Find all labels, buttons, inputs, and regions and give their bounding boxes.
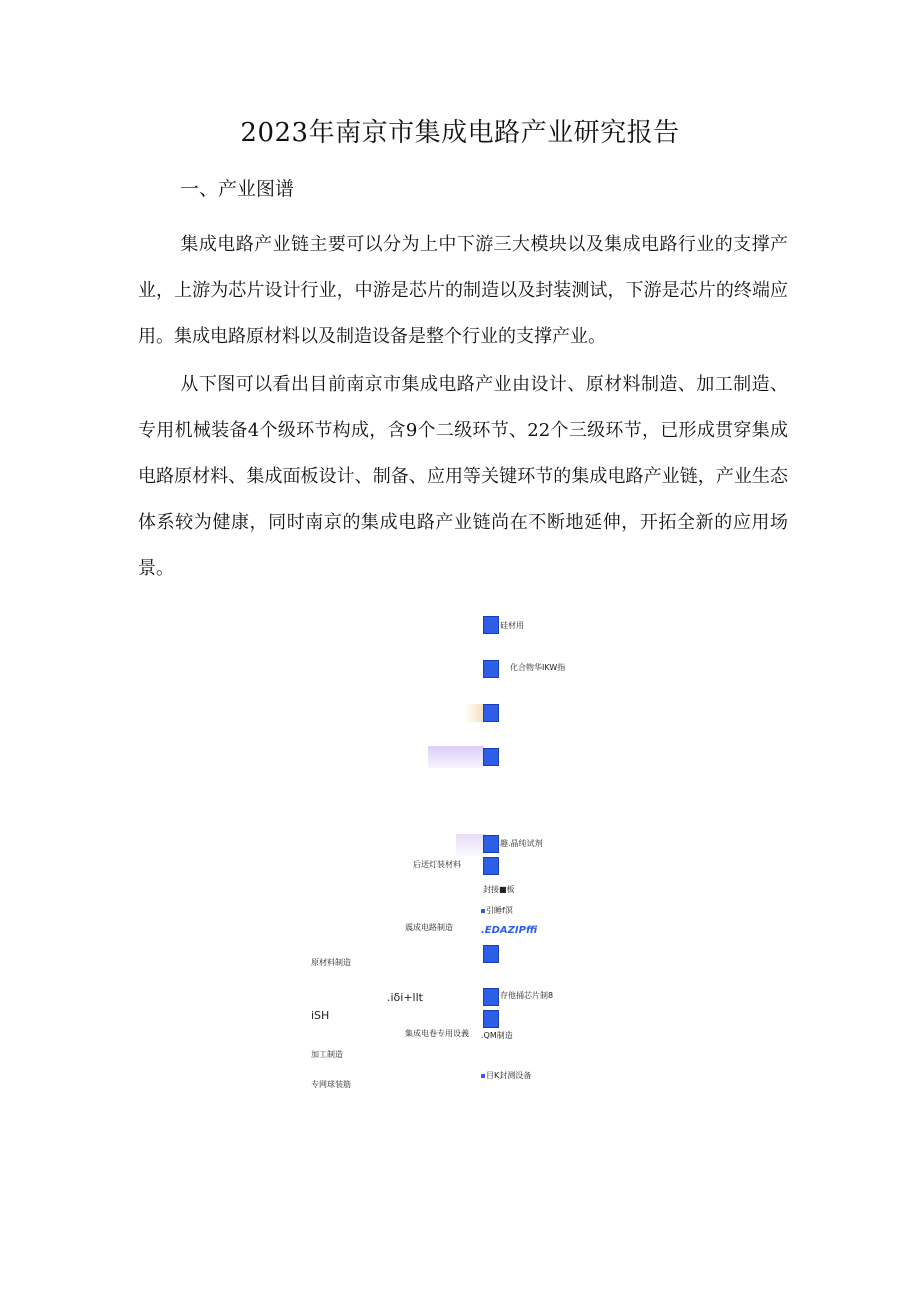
- label-memory-num: 8: [548, 991, 554, 1000]
- label-ish: iSH: [311, 1009, 330, 1022]
- label-compound-prefix: 化合物华: [510, 663, 542, 672]
- label-compound: [510, 662, 565, 673]
- node-square-9: [483, 1010, 499, 1028]
- faded-shape-purple-2: [456, 834, 486, 856]
- label-leadframe: [481, 905, 513, 916]
- label-raw-material: 原材料制造: [311, 958, 351, 967]
- label-processing: 加工制造: [311, 1050, 343, 1059]
- node-square-4: [483, 748, 499, 766]
- label-crystal: 趣.晶纯试剂: [500, 839, 543, 848]
- label-memory: [500, 990, 553, 1001]
- label-silicon: 硅材用: [500, 621, 524, 630]
- label-qm: [481, 1030, 513, 1041]
- label-ic-manufacturing: 震成电路制造: [405, 923, 453, 932]
- node-square-silicon: [483, 616, 499, 634]
- faded-shape-purple: [428, 746, 484, 768]
- faded-shape-orange: [464, 704, 484, 722]
- document-title: 2023年南京市集成电路产业研究报告: [240, 118, 680, 148]
- label-test-equipment: [481, 1070, 531, 1081]
- label-test-suffix: 封测设备: [499, 1071, 532, 1080]
- node-square-6: [483, 857, 499, 875]
- bullet-icon: [481, 1074, 485, 1078]
- label-qm-bold: .QM: [481, 1031, 497, 1040]
- paragraph-1: [138, 222, 788, 360]
- bullet-icon: [481, 909, 485, 913]
- label-ic-equipment: 集成电卷专用设義: [405, 1029, 469, 1038]
- paragraph-1-text: 集成电路产业链主要可以分为上中下游三大模块以及集成电路行业的支撑产业，上游为芯片设计行业，中游是芯片的制造以及封装测试，下游是芯片的终端应用。集成电路原材料以及制造设备是整个行业的支撑产业。: [138, 234, 788, 347]
- label-test-bold: K: [494, 1071, 500, 1080]
- node-square-crystal: [483, 835, 499, 853]
- label-package-board: 封接■板: [483, 885, 515, 894]
- node-square-7: [483, 945, 499, 963]
- paragraph-2: [138, 362, 788, 592]
- label-qm-suffix: 制造: [496, 1031, 513, 1040]
- industry-map: [0, 600, 920, 1120]
- node-square-3: [483, 704, 499, 722]
- label-compound-bold: IKW: [542, 663, 558, 672]
- label-idi: .iδi+llt: [387, 991, 423, 1004]
- paragraph-2-text: 从下图可以看出目前南京市集成电路产业由设计、原材料制造、加工制造、专用机械装备4个级环节构成，含9个二级环节、22个三级环节，已形成贯穿集成电路原材料、集成面板设计、制备、应用等关键环节的集成电路产业链，产业生态体系较为健康，同时南京的集成电路产业链尚在不断地延伸，开拓全新的应用场景。: [138, 374, 788, 579]
- label-leadframe-text: 引睡f溟: [486, 906, 513, 915]
- label-equipment: 专网球装筋: [311, 1080, 351, 1089]
- label-test-prefix: 目: [486, 1071, 494, 1080]
- node-square-compound: [483, 660, 499, 678]
- label-eda: .EDAZIPffi: [481, 925, 538, 936]
- label-compound-suffix: 指: [557, 663, 566, 672]
- section-heading: 一、产业图谱: [180, 178, 295, 200]
- label-memory-prefix: 存他捅芯片制: [500, 991, 548, 1000]
- label-packaging-material: 后送灯装材料: [413, 860, 461, 869]
- node-square-memory: [483, 988, 499, 1006]
